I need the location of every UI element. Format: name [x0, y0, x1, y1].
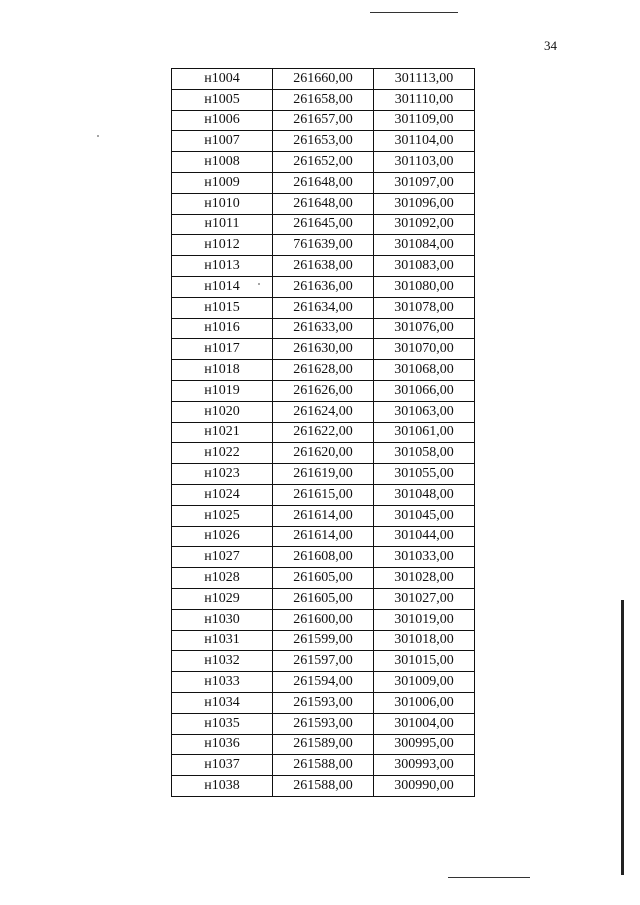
table-row	[172, 214, 475, 235]
scan-speck	[258, 283, 260, 285]
x-coordinate-cell: 261614,00	[273, 526, 374, 547]
x-coordinate-cell: 261593,00	[273, 713, 374, 734]
point-id-cell: н1014	[172, 276, 273, 297]
table-row	[172, 256, 475, 277]
point-id-cell: н1009	[172, 172, 273, 193]
x-coordinate-cell: 261658,00	[273, 89, 374, 110]
y-coordinate-cell: 301018,00	[374, 630, 475, 651]
bottom-rule-line	[448, 877, 530, 878]
y-coordinate-cell: 301083,00	[374, 256, 475, 277]
table-row	[172, 526, 475, 547]
scan-edge-mark	[621, 600, 624, 875]
table-row	[172, 609, 475, 630]
point-id-cell: н1007	[172, 131, 273, 152]
y-coordinate-cell: 301097,00	[374, 172, 475, 193]
y-coordinate-cell: 301048,00	[374, 484, 475, 505]
coordinates-table-body	[172, 69, 475, 797]
table-row	[172, 235, 475, 256]
point-id-cell: н1029	[172, 588, 273, 609]
y-coordinate-cell: 301028,00	[374, 568, 475, 589]
y-coordinate-cell: 301006,00	[374, 692, 475, 713]
point-id-cell: н1016	[172, 318, 273, 339]
y-coordinate-cell: 301104,00	[374, 131, 475, 152]
y-coordinate-cell: 301066,00	[374, 380, 475, 401]
table-row	[172, 339, 475, 360]
y-coordinate-cell: 301078,00	[374, 297, 475, 318]
y-coordinate-cell: 301109,00	[374, 110, 475, 131]
x-coordinate-cell: 261633,00	[273, 318, 374, 339]
y-coordinate-cell: 300995,00	[374, 734, 475, 755]
x-coordinate-cell: 261593,00	[273, 692, 374, 713]
point-id-cell: н1017	[172, 339, 273, 360]
point-id-cell: н1013	[172, 256, 273, 277]
table-row	[172, 152, 475, 173]
table-row	[172, 360, 475, 381]
table-row	[172, 755, 475, 776]
table-row	[172, 193, 475, 214]
table-row	[172, 276, 475, 297]
coordinates-table	[171, 68, 475, 797]
x-coordinate-cell: 261624,00	[273, 401, 374, 422]
x-coordinate-cell: 261615,00	[273, 484, 374, 505]
table-row	[172, 713, 475, 734]
y-coordinate-cell: 301045,00	[374, 505, 475, 526]
point-id-cell: н1038	[172, 776, 273, 797]
point-id-cell: н1033	[172, 672, 273, 693]
x-coordinate-cell: 261605,00	[273, 568, 374, 589]
y-coordinate-cell: 300993,00	[374, 755, 475, 776]
x-coordinate-cell: 261599,00	[273, 630, 374, 651]
point-id-cell: н1031	[172, 630, 273, 651]
x-coordinate-cell: 261597,00	[273, 651, 374, 672]
y-coordinate-cell: 301055,00	[374, 464, 475, 485]
x-coordinate-cell: 261652,00	[273, 152, 374, 173]
x-coordinate-cell: 261608,00	[273, 547, 374, 568]
point-id-cell: н1010	[172, 193, 273, 214]
table-row	[172, 401, 475, 422]
y-coordinate-cell: 301015,00	[374, 651, 475, 672]
point-id-cell: н1022	[172, 443, 273, 464]
point-id-cell: н1028	[172, 568, 273, 589]
y-coordinate-cell: 301058,00	[374, 443, 475, 464]
y-coordinate-cell: 301033,00	[374, 547, 475, 568]
scan-speck	[97, 135, 99, 137]
y-coordinate-cell: 301070,00	[374, 339, 475, 360]
x-coordinate-cell: 261619,00	[273, 464, 374, 485]
table-row	[172, 464, 475, 485]
point-id-cell: н1026	[172, 526, 273, 547]
x-coordinate-cell: 261628,00	[273, 360, 374, 381]
table-row	[172, 776, 475, 797]
table-row	[172, 568, 475, 589]
table-row	[172, 672, 475, 693]
x-coordinate-cell: 261636,00	[273, 276, 374, 297]
x-coordinate-cell: 261645,00	[273, 214, 374, 235]
x-coordinate-cell: 261605,00	[273, 588, 374, 609]
point-id-cell: н1027	[172, 547, 273, 568]
point-id-cell: н1037	[172, 755, 273, 776]
y-coordinate-cell: 301044,00	[374, 526, 475, 547]
table-row	[172, 318, 475, 339]
point-id-cell: н1011	[172, 214, 273, 235]
point-id-cell: н1020	[172, 401, 273, 422]
y-coordinate-cell: 301004,00	[374, 713, 475, 734]
point-id-cell: н1019	[172, 380, 273, 401]
table-row	[172, 422, 475, 443]
table-row	[172, 630, 475, 651]
y-coordinate-cell: 301063,00	[374, 401, 475, 422]
y-coordinate-cell: 301027,00	[374, 588, 475, 609]
x-coordinate-cell: 261648,00	[273, 172, 374, 193]
y-coordinate-cell: 301110,00	[374, 89, 475, 110]
x-coordinate-cell: 261594,00	[273, 672, 374, 693]
point-id-cell: н1024	[172, 484, 273, 505]
x-coordinate-cell: 261614,00	[273, 505, 374, 526]
table-row	[172, 69, 475, 90]
x-coordinate-cell: 261653,00	[273, 131, 374, 152]
y-coordinate-cell: 301080,00	[374, 276, 475, 297]
table-row	[172, 89, 475, 110]
table-row	[172, 692, 475, 713]
y-coordinate-cell: 301113,00	[374, 69, 475, 90]
table-row	[172, 131, 475, 152]
point-id-cell: н1005	[172, 89, 273, 110]
point-id-cell: н1004	[172, 69, 273, 90]
point-id-cell: н1021	[172, 422, 273, 443]
point-id-cell: н1023	[172, 464, 273, 485]
table-row	[172, 443, 475, 464]
point-id-cell: н1018	[172, 360, 273, 381]
point-id-cell: н1034	[172, 692, 273, 713]
x-coordinate-cell: 261648,00	[273, 193, 374, 214]
table-row	[172, 484, 475, 505]
x-coordinate-cell: 261589,00	[273, 734, 374, 755]
x-coordinate-cell: 261588,00	[273, 776, 374, 797]
x-coordinate-cell: 261630,00	[273, 339, 374, 360]
y-coordinate-cell: 301096,00	[374, 193, 475, 214]
table-row	[172, 297, 475, 318]
table-row	[172, 380, 475, 401]
table-row	[172, 505, 475, 526]
table-row	[172, 734, 475, 755]
y-coordinate-cell: 301076,00	[374, 318, 475, 339]
table-row	[172, 110, 475, 131]
y-coordinate-cell: 301103,00	[374, 152, 475, 173]
table-row	[172, 547, 475, 568]
top-rule-line	[370, 12, 458, 13]
x-coordinate-cell: 761639,00	[273, 235, 374, 256]
table-row	[172, 172, 475, 193]
x-coordinate-cell: 261657,00	[273, 110, 374, 131]
y-coordinate-cell: 301092,00	[374, 214, 475, 235]
point-id-cell: н1032	[172, 651, 273, 672]
x-coordinate-cell: 261600,00	[273, 609, 374, 630]
x-coordinate-cell: 261660,00	[273, 69, 374, 90]
table-row	[172, 651, 475, 672]
point-id-cell: н1030	[172, 609, 273, 630]
point-id-cell: н1012	[172, 235, 273, 256]
table-row	[172, 588, 475, 609]
x-coordinate-cell: 261634,00	[273, 297, 374, 318]
x-coordinate-cell: 261588,00	[273, 755, 374, 776]
x-coordinate-cell: 261626,00	[273, 380, 374, 401]
point-id-cell: н1036	[172, 734, 273, 755]
x-coordinate-cell: 261622,00	[273, 422, 374, 443]
page-number: 34	[544, 38, 557, 53]
y-coordinate-cell: 301009,00	[374, 672, 475, 693]
y-coordinate-cell: 301084,00	[374, 235, 475, 256]
y-coordinate-cell: 301019,00	[374, 609, 475, 630]
y-coordinate-cell: 301061,00	[374, 422, 475, 443]
point-id-cell: н1025	[172, 505, 273, 526]
y-coordinate-cell: 300990,00	[374, 776, 475, 797]
point-id-cell: н1006	[172, 110, 273, 131]
point-id-cell: н1015	[172, 297, 273, 318]
point-id-cell: н1035	[172, 713, 273, 734]
x-coordinate-cell: 261638,00	[273, 256, 374, 277]
y-coordinate-cell: 301068,00	[374, 360, 475, 381]
x-coordinate-cell: 261620,00	[273, 443, 374, 464]
point-id-cell: н1008	[172, 152, 273, 173]
